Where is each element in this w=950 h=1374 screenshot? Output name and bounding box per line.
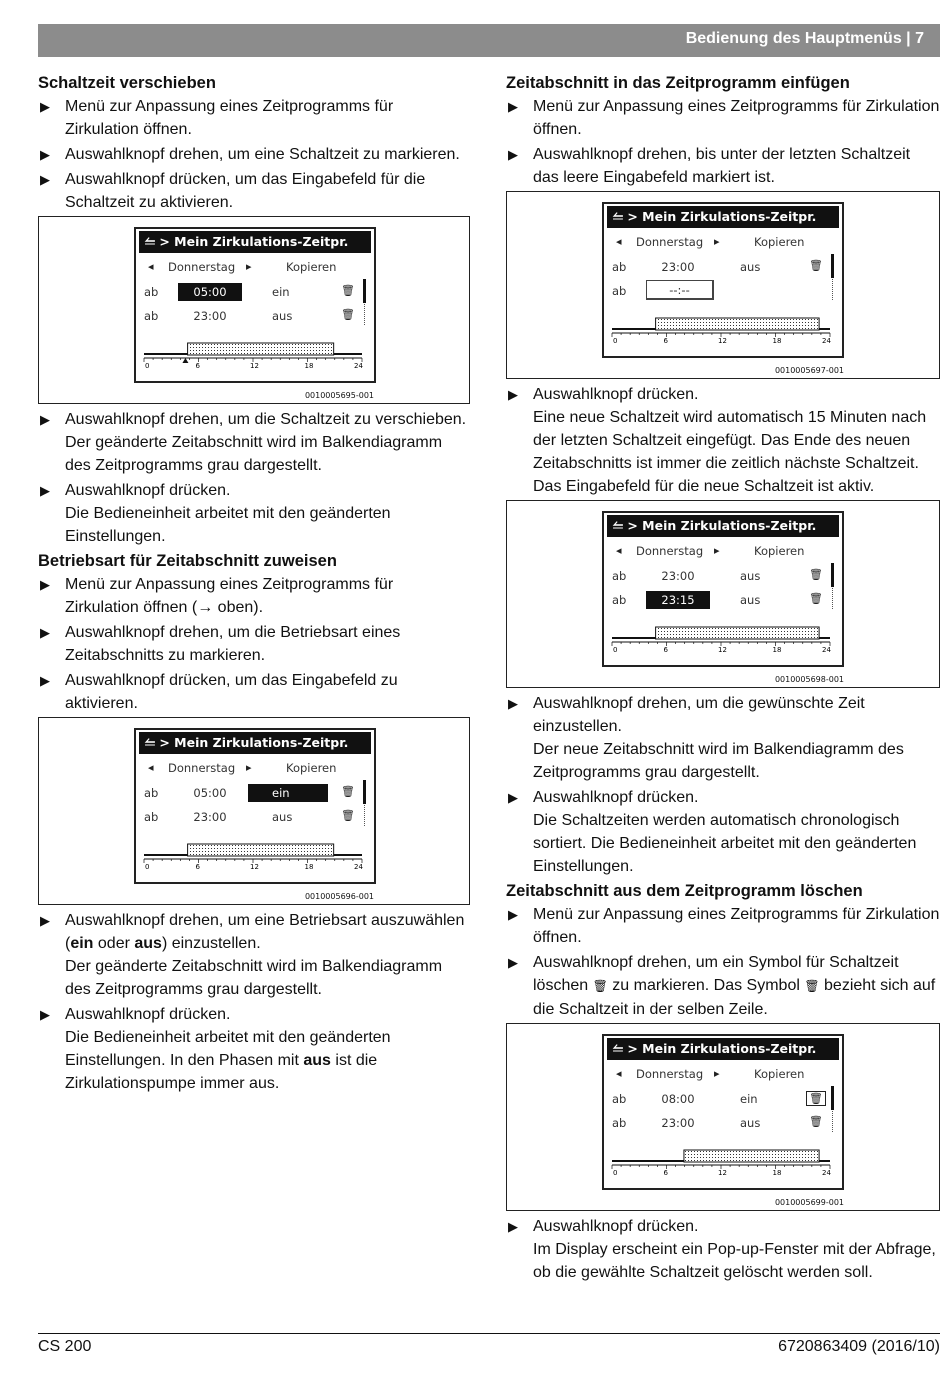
arrow-right-icon: ▸ [714,544,720,557]
empty-time-field: --:-- [646,280,714,300]
bar-axis-tick-label: 24 [822,646,831,653]
step-result: Eine neue Schaltzeit wird automatisch 15 Minuten nach der letzten Schaltzeit eingefügt. Das Ende des neuen Zeitabschnitts ist immer die zeitlich nächste Schaltzeit. Das Eingabefeld für die neue Schaltzeit ist aktiv. [533,409,927,495]
instruction-step [38,408,470,477]
left-column [38,72,470,1097]
operating-mode: aus [740,569,761,583]
step-text-part: Auswahlknopf drehen, um ein Symbol für Schaltzeit löschen [533,954,899,994]
right-column [506,72,940,1286]
instruction-step [38,573,470,619]
time-bar-diagram [142,842,368,870]
trash-icon: 🗑 [341,809,355,822]
arrow-left-icon: ◂ [148,260,154,273]
arrow-right-icon: ▸ [714,235,720,248]
bar-axis-tick-label: 12 [250,362,259,369]
instruction-step [506,383,940,498]
bar-axis-tick-label: 18 [304,362,314,369]
arrow-right-icon: ▸ [246,761,252,774]
figure-id: 0010005695-001 [304,391,374,400]
bullet-arrow-icon: ▶ [40,577,50,592]
switch-time: 23:00 [193,309,227,323]
display-figure [506,191,940,379]
switch-time: 23:00 [661,260,695,274]
weekday-selector: Donnerstag [636,1067,704,1081]
row-label-ab: ab [612,569,627,583]
row-label-ab: ab [144,786,159,800]
step-text: Auswahlknopf drehen, um die gewünschte Zeit einzustellen. [533,695,865,735]
arrow-left-icon: ◂ [616,235,622,248]
bar-axis-tick-label: 0 [145,863,150,870]
step-text: Auswahlknopf drücken, um das Eingabefeld zu aktivieren. [65,672,398,712]
instruction-step [506,903,940,949]
display-title-bar: ⥪ > Mein Zirkulations-Zeitpr. [607,206,839,228]
step-text: Auswahlknopf drehen, bis unter der letzten Schaltzeit das leere Eingabefeld markiert ist. [533,146,911,186]
bar-axis-tick-label: 0 [613,1169,618,1176]
display-title-bar: ⥪ > Mein Zirkulations-Zeitpr. [139,231,371,253]
bullet-arrow-icon: ▶ [40,147,50,162]
bar-axis-tick-label: 12 [718,646,727,653]
bullet-arrow-icon: ▶ [508,907,518,922]
step-text [533,951,940,1021]
copy-option: Kopieren [286,260,337,274]
switch-time: 23:00 [193,810,227,824]
trash-icon: 🗑 [341,284,355,297]
trash-icon: 🗑 [804,979,820,993]
step-text-part: ) einzustellen. [161,935,261,952]
step-text-part: ist die Zirkulationspumpe immer aus. [65,1052,378,1092]
bar-axis-tick-label: 0 [613,646,618,653]
step-text-part: zu markieren. Das Symbol [607,977,805,994]
weekday-selector: Donnerstag [168,260,236,274]
arrow-left-icon: ◂ [148,761,154,774]
bar-axis-tick-label: 12 [718,1169,727,1176]
control-unit-display [602,1034,844,1190]
arrow-right-icon: ▸ [246,260,252,273]
bullet-arrow-icon: ▶ [508,1219,518,1234]
instruction-step [38,621,470,667]
bar-axis-tick-label: 24 [354,863,363,870]
switch-time: 05:00 [178,283,242,301]
bar-axis-tick-label: 18 [772,337,782,344]
copy-option: Kopieren [286,761,337,775]
instruction-step [506,951,940,1021]
step-text: Menü zur Anpassung eines Zeitprogramms für Zirkulation öffnen (→ oben). [65,576,394,616]
copy-option: Kopieren [754,544,805,558]
step-result: Die Bedieneinheit arbeitet mit den geänderten Einstellungen. [65,505,391,545]
arrow-right-icon: ▸ [714,1067,720,1080]
display-title-bar: ⥪ > Mein Zirkulations-Zeitpr. [607,515,839,537]
row-label-ab: ab [612,1092,627,1106]
step-result: Im Display erscheint ein Pop-up-Fenster mit der Abfrage, ob die gewählte Schaltzeit gelöscht werden soll. [533,1241,936,1281]
display-figure [506,1023,940,1211]
time-bar-diagram [610,625,836,653]
step-text: Auswahlknopf drehen, um die Schaltzeit zu verschieben. [65,411,467,428]
bar-axis-tick-label: 24 [354,362,363,369]
row-label-ab: ab [612,284,627,298]
bullet-arrow-icon: ▶ [40,412,50,427]
operating-mode: aus [272,810,293,824]
bar-on-segment [188,844,334,856]
footer-rule [38,1333,940,1334]
instruction-step [506,1215,940,1284]
bullet-arrow-icon: ▶ [40,673,50,688]
instruction-step [38,909,470,1001]
switch-time: 23:00 [661,1116,695,1130]
instruction-step [506,692,940,784]
trash-icon: 🗑 [809,592,823,605]
bullet-arrow-icon: ▶ [508,696,518,711]
weekday-selector: Donnerstag [636,544,704,558]
mode-aus-label: aus [303,1052,331,1069]
step-text: Menü zur Anpassung eines Zeitprogramms für Zirkulation öffnen. [533,98,940,138]
instruction-step [38,95,470,141]
section-heading: Betriebsart für Zeitabschnitt zuweisen [38,552,337,570]
trash-icon: 🗑 [341,785,355,798]
figure-id: 0010005698-001 [774,675,844,684]
step-result: Der neue Zeitabschnitt wird im Balkendiagramm des Zeitprogramms grau dargestellt. [533,741,904,781]
step-text: Auswahlknopf drehen, um eine Schaltzeit zu markieren. [65,146,460,163]
section-heading: Zeitabschnitt aus dem Zeitprogramm löschen [506,882,863,900]
bullet-arrow-icon: ▶ [508,147,518,162]
bar-on-segment [188,343,334,355]
page-header-title: Bedienung des Hauptmenüs | 7 [685,30,924,47]
display-figure [38,717,470,905]
trash-icon: 🗑 [341,308,355,321]
bar-axis-tick-label: 6 [663,1169,668,1176]
bullet-arrow-icon: ▶ [40,1007,50,1022]
operating-mode: ein [740,1092,758,1106]
section-heading: Schaltzeit verschieben [38,74,216,92]
figure-id: 0010005696-001 [304,892,374,901]
bar-axis-tick-label: 6 [663,646,668,653]
step-text: Auswahlknopf drücken. [65,1006,231,1023]
step-text-part: Die Bedieneinheit arbeitet mit den geänderten Einstellungen. In den Phasen mit [65,1029,391,1069]
operating-mode: aus [740,593,761,607]
display-title-bar: ⥪ > Mein Zirkulations-Zeitpr. [139,732,371,754]
bar-on-segment [656,627,820,639]
scrollbar-thumb [831,254,834,278]
bullet-arrow-icon: ▶ [40,913,50,928]
time-bar-diagram [610,1148,836,1176]
trash-icon: 🗑 [592,979,608,993]
bar-axis-tick-label: 18 [772,646,782,653]
mode-aus-label: aus [134,935,162,952]
bullet-arrow-icon: ▶ [40,625,50,640]
scrollbar-thumb [363,780,366,804]
weekday-selector: Donnerstag [636,235,704,249]
trash-icon: 🗑 [806,1091,826,1106]
bullet-arrow-icon: ▶ [40,99,50,114]
display-figure [506,500,940,688]
step-result: Der geänderte Zeitabschnitt wird im Balkendiagramm des Zeitprogramms grau dargestellt. [65,958,443,998]
step-text: Menü zur Anpassung eines Zeitprogramms für Zirkulation öffnen. [65,98,394,138]
control-unit-display [134,227,376,383]
arrow-left-icon: ◂ [616,544,622,557]
instruction-step [38,479,470,548]
switch-time: 23:15 [646,591,710,609]
bar-axis-tick-label: 12 [718,337,727,344]
row-label-ab: ab [144,285,159,299]
step-text-part: oder [93,935,135,952]
bullet-arrow-icon: ▶ [40,483,50,498]
bullet-arrow-icon: ▶ [508,99,518,114]
row-label-ab: ab [144,309,159,323]
time-bar-diagram [142,341,368,369]
control-unit-display [602,202,844,358]
display-figure [38,216,470,404]
step-result: Der geänderte Zeitabschnitt wird im Balkendiagramm des Zeitprogramms grau dargestellt. [65,434,443,474]
bullet-arrow-icon: ▶ [508,387,518,402]
step-text: Auswahlknopf drehen, um die Betriebsart eines Zeitabschnitts zu markieren. [65,624,401,664]
footer-product: CS 200 [38,1338,92,1355]
mode-ein-label: ein [70,935,94,952]
bar-axis-tick-label: 6 [663,337,668,344]
arrow-left-icon: ◂ [616,1067,622,1080]
scrollbar-thumb [363,279,366,303]
operating-mode: aus [740,1116,761,1130]
bullet-arrow-icon: ▶ [508,790,518,805]
control-unit-display [134,728,376,884]
trash-icon: 🗑 [809,259,823,272]
switch-time: 08:00 [661,1092,695,1106]
row-label-ab: ab [144,810,159,824]
row-label-ab: ab [612,593,627,607]
display-title-bar: ⥪ > Mein Zirkulations-Zeitpr. [607,1038,839,1060]
time-bar-diagram [610,316,836,344]
step-text: Auswahlknopf drücken. [533,1218,699,1235]
step-text [65,909,470,955]
step-text: Auswahlknopf drücken. [533,386,699,403]
step-text: Auswahlknopf drücken. [533,789,699,806]
bar-axis-tick-label: 18 [772,1169,782,1176]
operating-mode: aus [272,309,293,323]
figure-id: 0010005699-001 [774,1198,844,1207]
bar-axis-tick-label: 0 [145,362,150,369]
bullet-arrow-icon: ▶ [508,955,518,970]
bar-on-segment [656,318,820,330]
control-unit-display [602,511,844,667]
bar-axis-tick-label: 18 [304,863,314,870]
header-bar [38,24,940,57]
step-text: Menü zur Anpassung eines Zeitprogramms für Zirkulation öffnen. [533,906,940,946]
instruction-step [506,143,940,189]
bar-axis-tick-label: 6 [195,863,200,870]
instruction-step [506,95,940,141]
instruction-step [38,669,470,715]
operating-mode: ein [272,285,290,299]
step-text: Auswahlknopf drücken, um das Eingabefeld für die Schaltzeit zu aktivieren. [65,171,426,211]
trash-icon: 🗑 [809,568,823,581]
bar-position-marker [182,358,188,363]
step-text-part: Auswahlknopf drehen, um eine Betriebsart auszuwählen ( [65,912,465,952]
step-text: Auswahlknopf drücken. [65,482,231,499]
scrollbar-thumb [831,563,834,587]
bar-axis-tick-label: 0 [613,337,618,344]
bullet-arrow-icon: ▶ [40,172,50,187]
bar-axis-tick-label: 6 [195,362,200,369]
operating-mode: ein [248,784,328,802]
operating-mode: aus [740,260,761,274]
section-heading: Zeitabschnitt in das Zeitprogramm einfügen [506,74,850,92]
figure-id: 0010005697-001 [774,366,844,375]
bar-on-segment [684,1150,819,1162]
instruction-step [506,786,940,878]
step-result: Die Schaltzeiten werden automatisch chronologisch sortiert. Die Bedieneinheit arbeitet mit den geänderten Einstellungen. [533,812,917,875]
switch-time: 23:00 [661,569,695,583]
row-label-ab: ab [612,260,627,274]
instruction-step [38,143,470,166]
trash-icon: 🗑 [809,1115,823,1128]
copy-option: Kopieren [754,235,805,249]
step-result [65,1026,470,1095]
step-text-part: bezieht sich auf die Schaltzeit in der selben Zeile. [533,977,936,1018]
weekday-selector: Donnerstag [168,761,236,775]
footer-doc-number: 6720863409 (2016/10) [778,1338,940,1355]
switch-time: 05:00 [193,786,227,800]
bar-axis-tick-label: 12 [250,863,259,870]
bar-axis-tick-label: 24 [822,1169,831,1176]
row-label-ab: ab [612,1116,627,1130]
bar-axis-tick-label: 24 [822,337,831,344]
scrollbar-thumb [831,1086,834,1110]
copy-option: Kopieren [754,1067,805,1081]
instruction-step [38,168,470,214]
instruction-step [38,1003,470,1095]
